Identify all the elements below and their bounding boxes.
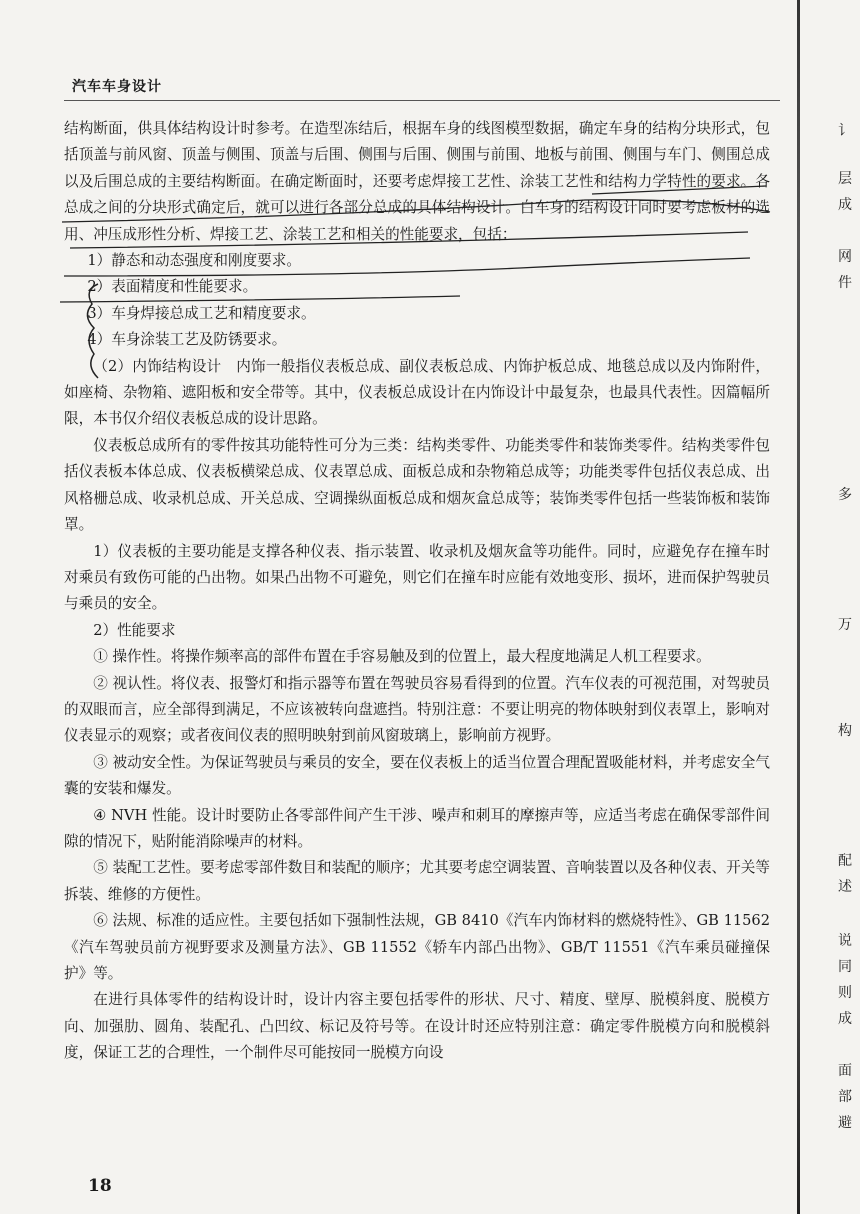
paragraph: 1）仪表板的主要功能是支撑各种仪表、指示装置、收录机及烟灰盒等功能件。同时，应避免存在撞车时对乘员有致伤可能的凸出物。如果凸出物不可避免，则它们在撞车时应能有效地变形、损坏，进而保护驾驶员与乘员的安全。 [64,542,770,613]
list-item: 2）表面精度和性能要求。 [87,278,258,296]
pen-underline [592,186,766,194]
edge-char: 构 [838,723,852,739]
edge-char: 层 [838,171,852,187]
list-item: 3）车身焊接总成工艺和精度要求。 [87,304,316,322]
edge-char: 述 [838,879,852,895]
paragraph: 2）性能要求 [93,621,176,639]
edge-char: 网 [838,249,852,265]
pen-underline [62,200,770,222]
edge-char: 讠 [838,123,852,139]
edge-char: 件 [838,275,852,291]
paragraph: ④ NVH 性能。设计时要防止各零部件间产生干涉、噪声和刺耳的摩擦声等，应适当考虑在确保零部件间隙的情况下，贴附能消除噪声的材料。 [64,806,770,850]
edge-char: 多 [838,487,852,503]
paragraph: 仪表板总成所有的零件按其功能特性可分为三类：结构类零件、功能类零件和装饰类零件。结构类零件包括仪表板本体总成、仪表板横梁总成、仪表罩总成、面板总成和杂物箱总成等；功能类零件包括仪表总成、出风格栅总成、收录机总成、开关总成、空调操纵面板总成和烟灰盒总成等；装饰类零件包括一些装饰板和装饰罩。 [64,436,770,534]
paragraph: （2）内饰结构设计 内饰一般指仪表板总成、副仪表板总成、内饰护板总成、地毯总成以及内饰附件，如座椅、杂物箱、遮阳板和安全带等。其中，仪表板总成设计在内饰设计中最复杂，也最具代表性。因篇幅所限，本书仅介绍仪表板总成的设计思路。 [64,357,770,428]
edge-char: 则 [838,985,852,1001]
edge-char: 配 [838,853,852,869]
running-header: 汽车车身设计 [72,79,162,95]
pen-underline [64,258,750,276]
edge-char: 说 [838,933,852,949]
edge-char: 万 [838,617,852,633]
pen-underline [60,296,460,302]
edge-char: 面 [838,1063,852,1079]
edge-char: 同 [838,959,852,975]
pen-bracket [87,284,98,378]
paragraph: 在进行具体零件的结构设计时，设计内容主要包括零件的形状、尺寸、精度、壁厚、脱模斜度、脱模方向、加强肋、圆角、装配孔、凸凹纹、标记及符号等。在设计时还应特别注意：确定零件脱模方向和脱模斜度，保证工艺的合理性，一个制件尽可能按同一脱模方向设 [64,991,770,1062]
pen-underline [70,232,748,248]
paragraph: ① 操作性。将操作频率高的部件布置在手容易触及到的位置上，最大程度地满足人机工程要求。 [93,648,711,666]
list-item: 1）静态和动态强度和刚度要求。 [87,252,301,270]
edge-char: 成 [838,197,852,213]
paragraph: ⑥ 法规、标准的适应性。主要包括如下强制性法规，GB 8410《汽车内饰材料的燃烧特性》、GB 11562《汽车驾驶员前方视野要求及测量方法》、GB 11552《轿车内部凸出物》、GB/T 11551《汽车乘员碰撞保护》等。 [64,912,770,982]
edge-char: 部 [838,1089,852,1105]
paragraph: ② 视认性。将仪表、报警灯和指示器等布置在驾驶员容易看得到的位置。汽车仪表的可视范围，对驾驶员的双眼而言，应全部得到满足，不应该被转向盘遮挡。特别注意：不要让明亮的物体映射到仪表罩上，影响对仪表显示的观察；或者夜间仪表的照明映射到前风窗玻璃上，影响前方视野。 [64,674,770,745]
paragraph: ③ 被动安全性。为保证驾驶员与乘员的安全，要在仪表板上的适当位置合理配置吸能材料，并考虑安全气囊的安装和爆发。 [64,753,770,798]
edge-char: 成 [838,1011,852,1027]
paragraph: ⑤ 装配工艺性。要考虑零部件数目和装配的顺序；尤其要考虑空调装置、音响装置以及各种仪表、开关等拆装、维修的方便性。 [64,859,770,903]
edge-char: 避 [838,1115,852,1131]
paragraph: 结构断面，供具体结构设计时参考。在造型冻结后，根据车身的线图模型数据，确定车身的结构分块形式，包括顶盖与前风窗、顶盖与侧围、顶盖与后围、侧围与后围、侧围与前围、地板与前围、侧围与车门、侧围总成以及后围总成的主要结构断面。在确定断面时，还要考虑焊接工艺性、涂装工艺性和结构力学特性的要求。各总成之间的分块形式确定后，就可以进行各部分总成的具体结构设计。白车身的结构设计同时要考虑板材的选用、冲压成形性分析、焊接工艺、涂装工艺和相关的性能要求，包括： [64,120,770,243]
page-number: 18 [88,1176,112,1196]
list-item: 4）车身涂装工艺及防锈要求。 [87,331,287,349]
